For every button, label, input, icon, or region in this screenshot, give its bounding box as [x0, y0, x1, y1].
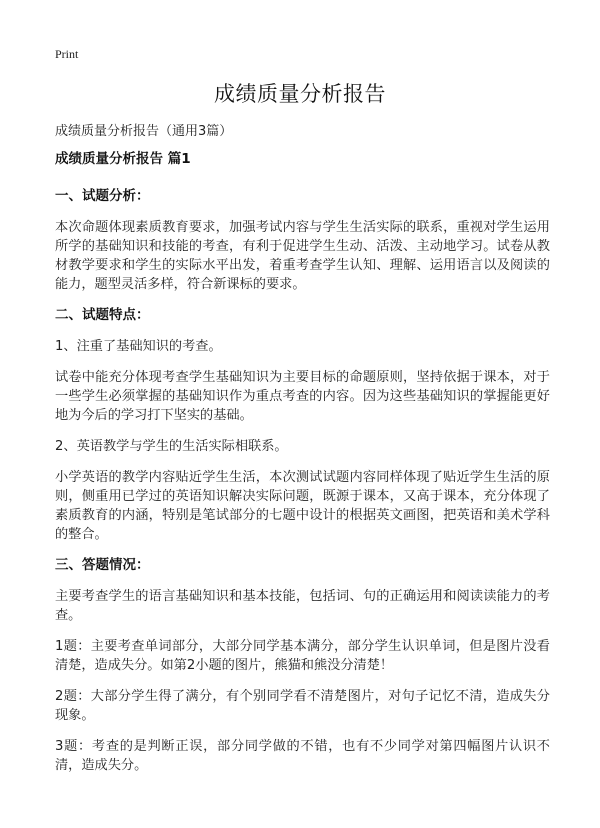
part-heading: 成绩质量分析报告 篇1 [55, 151, 191, 167]
section-answers [55, 556, 550, 775]
section-heading: 二、试题特点： [55, 307, 150, 323]
document-title: 成绩质量分析报告 [214, 82, 386, 106]
paragraph: 小学英语的教学内容贴近学生生活，本次测试试题内容同样体现了贴近学生生活的原则，侧重用已学过的英语知识解决实际问题，既源于课本，又高于课本，充分体现了素质教育的内涵，特别是笔试部分的七题中设计的根据英文画图，把英语和美术学科的整合。 [55, 470, 550, 542]
section-features [55, 306, 550, 544]
paragraph: 2题：大部分学生得了满分，有个别同学看不清楚图片，对句子记忆不清，造成失分现象。 [55, 689, 550, 723]
document-body [55, 150, 550, 787]
paragraph: 试卷中能充分体现考查学生基础知识为主要目标的命题原则，坚持依据于课本，对于一些学生必须掌握的基础知识作为重点考查的内容。因为这些基础知识的掌握能更好地为今后的学习打下坚实的基础。 [55, 370, 550, 423]
paragraph: 3题：考查的是判断正误，部分同学做的不错，也有不少同学对第四幅图片认识不清，造成失分。 [55, 739, 550, 773]
section-heading: 一、试题分析： [55, 188, 150, 204]
document-subtitle: 成绩质量分析报告（通用3篇） [55, 124, 233, 139]
section-heading: 三、答题情况： [55, 557, 150, 573]
paragraph: 1、注重了基础知识的考查。 [55, 339, 222, 354]
paragraph: 2、英语教学与学生的生活实际相联系。 [55, 439, 288, 454]
paragraph: 本次命题体现素质教育要求，加强考试内容与学生生活实际的联系，重视对学生运用所学的基础知识和技能的考查，有利于促进学生生动、活泼、主动地学习。试卷从教材教学要求和学生的实际水平出发，着重考查学生认知、理解、运用语言以及阅读的能力，题型灵活多样，符合新课标的要求。 [55, 220, 550, 292]
print-label[interactable]: Print [55, 47, 79, 61]
paragraph: 1题：主要考查单词部分，大部分同学基本满分，部分学生认识单词，但是图片没看清楚，造成失分。如第2小题的图片，熊猫和熊没分清楚！ [55, 639, 550, 673]
section-analysis [55, 187, 550, 294]
paragraph: 主要考查学生的语言基础知识和基本技能，包括词、句的正确运用和阅读读能力的考查。 [55, 589, 550, 623]
